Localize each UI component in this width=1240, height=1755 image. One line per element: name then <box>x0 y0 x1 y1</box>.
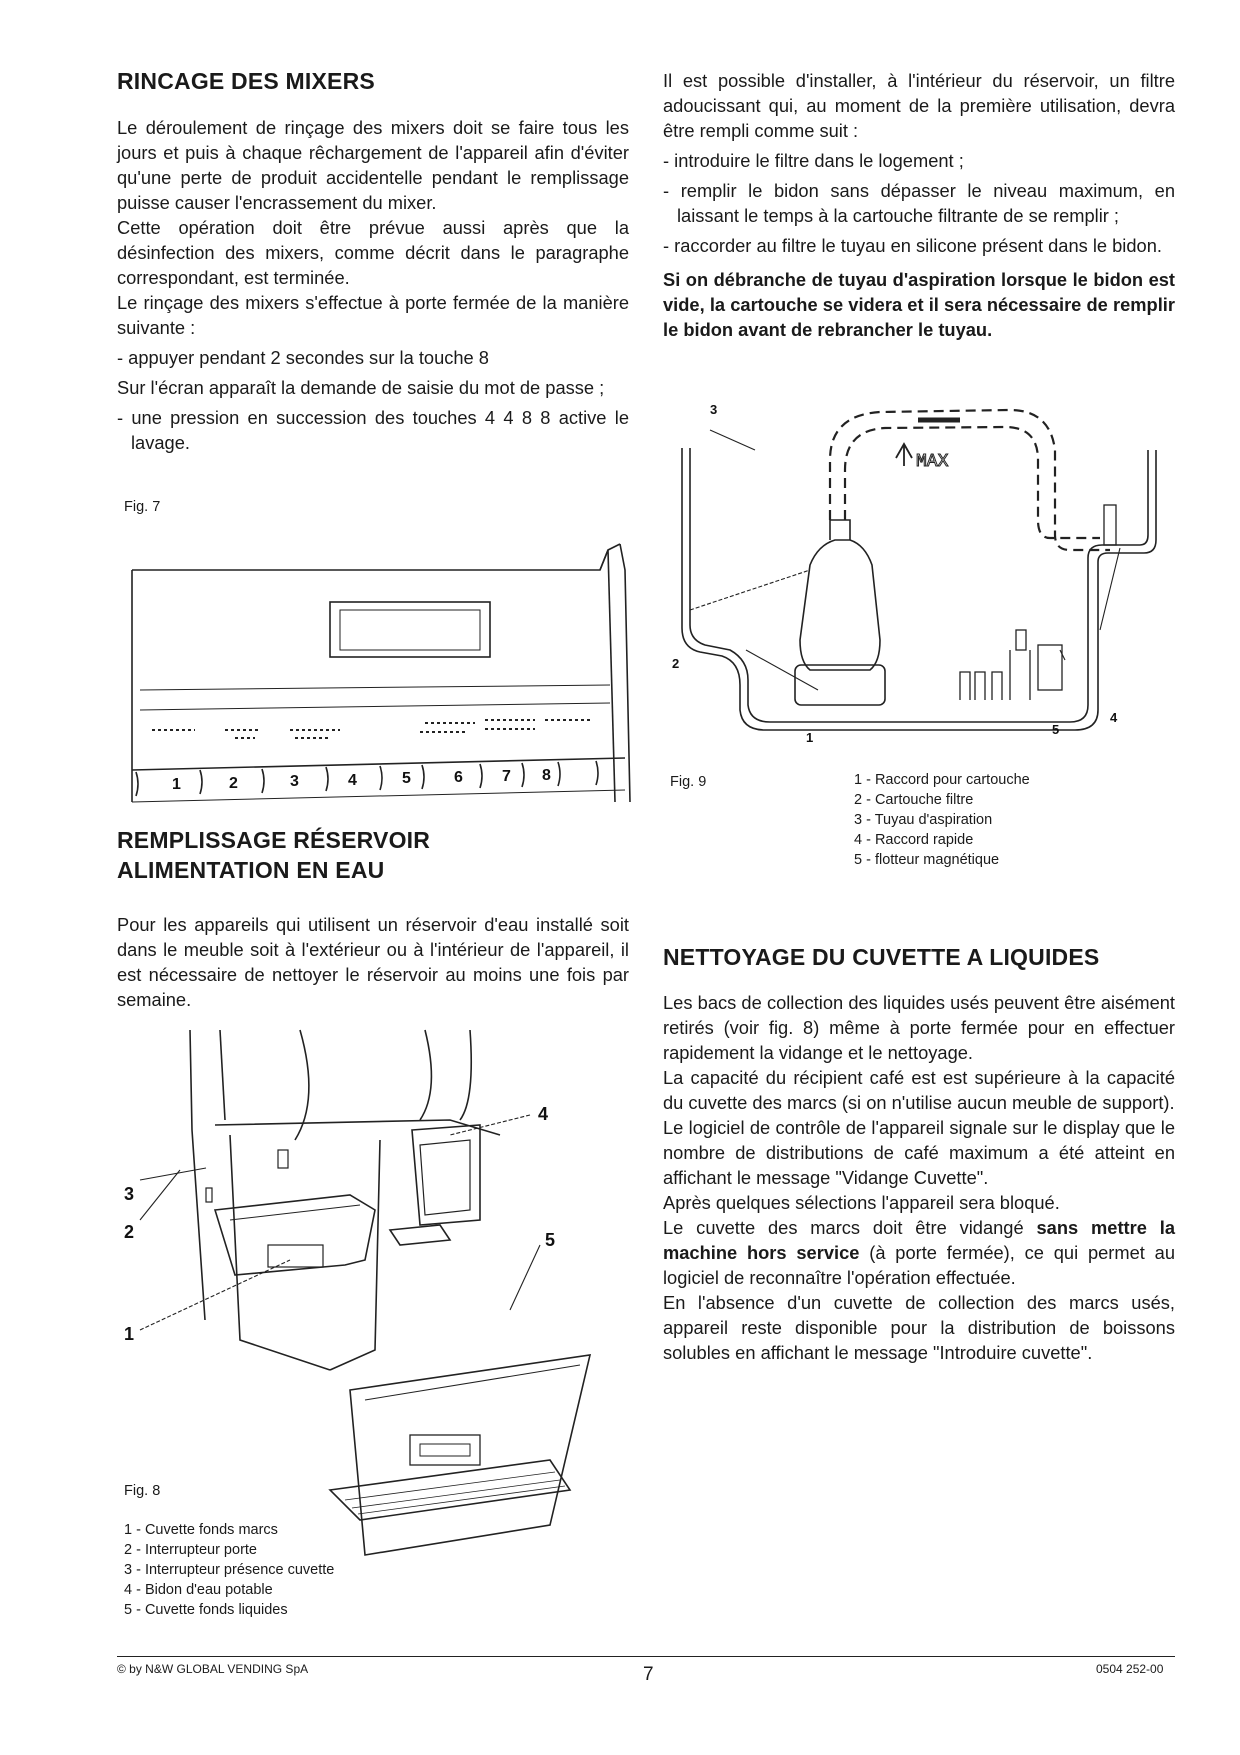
nettoyage-p5-a: Le cuvette des marcs doit être vidangé <box>663 1217 1037 1238</box>
nettoyage-p3: Le logiciel de contrôle de l'appareil signale sur le display que le nombre de distributions de café maximum a été atteint en affichant le message "Vidange Cuvette". <box>663 1117 1175 1188</box>
rincage-text <box>117 115 629 455</box>
fig8-callout-1: 1 <box>124 1324 135 1344</box>
rincage-p5: Sur l'écran apparaît la demande de saisie du mot de passe ; <box>117 377 605 398</box>
fig8-callout-2: 2 <box>124 1222 135 1242</box>
heading-nettoyage: NETTOYAGE DU CUVETTE A LIQUIDES <box>663 944 1100 970</box>
heading-rincage: RINCAGE DES MIXERS <box>117 68 375 94</box>
fig9-callout-3: 3 <box>710 402 718 417</box>
fig7-panel-drawing <box>130 540 640 805</box>
fig9-callout-4: 4 <box>1110 710 1118 725</box>
panel-side-edge <box>620 544 630 802</box>
rincage-p4: - appuyer pendant 2 secondes sur la touche 8 <box>117 347 489 368</box>
cuvette-marcs <box>215 1195 375 1275</box>
remplissage-text <box>117 912 629 1012</box>
fig9-callout-5: 5 <box>1052 722 1060 737</box>
fig8-legend-4: 4 - Bidon d'eau potable <box>124 1582 273 1598</box>
key-4: 4 <box>348 772 357 789</box>
nettoyage-p4: Après quelques sélections l'appareil sera bloqué. <box>663 1192 1060 1213</box>
fig7-label: Fig. 7 <box>124 499 161 515</box>
filter-cartridge <box>800 540 880 670</box>
fig9-legend-4: 4 - Raccord rapide <box>854 832 974 848</box>
fig9-label: Fig. 9 <box>670 774 707 790</box>
nettoyage-p2: La capacité du récipient café est est supérieure à la capacité du cuvette des marcs (si on n'utilise aucun meuble de support). <box>663 1067 1175 1113</box>
nettoyage-p5 <box>663 1215 1175 1290</box>
fig9-legend-2: 2 - Cartouche filtre <box>854 792 974 808</box>
fig9-callout-2: 2 <box>672 656 680 671</box>
filtre-li1: - introduire le filtre dans le logement ; <box>663 150 964 171</box>
machine-left-side <box>190 1030 205 1320</box>
fig8-legend-2: 2 - Interrupteur porte <box>124 1542 257 1558</box>
fig8-callout-5: 5 <box>545 1230 556 1250</box>
fig8-label: Fig. 8 <box>124 1483 161 1499</box>
heading-remplissage-1: REMPLISSAGE RÉSERVOIR <box>117 827 431 853</box>
fig8-callout-4: 4 <box>538 1104 549 1124</box>
tank-outline <box>690 448 1148 722</box>
fig8-callout-3: 3 <box>124 1184 135 1204</box>
fig9-legend-1: 1 - Raccord pour cartouche <box>854 772 1030 788</box>
rincage-p3: Le rinçage des mixers s'effectue à porte fermée de la manière suivante : <box>117 292 629 338</box>
key-5: 5 <box>402 770 411 787</box>
fig9-callout-1: 1 <box>806 730 814 745</box>
remplissage-p1: Pour les appareils qui utilisent un réservoir d'eau installé soit dans le meuble soit à l'extérieur ou à l'intérieur de l'appareil, il est nécessaire de nettoyer le réservoir au moins une fois par semaine. <box>117 914 629 1010</box>
fig8-legend-5: 5 - Cuvette fonds liquides <box>124 1602 288 1618</box>
nettoyage-p1: Les bacs de collection des liquides usés peuvent être aisément retirés (voir fig. 8) même à porte fermée pour en effectuer rapidement la vidange et le nettoyage. <box>663 992 1175 1063</box>
max-arrow-icon <box>896 444 912 466</box>
nettoyage-p6: En l'absence d'un cuvette de collection des marcs usés, appareil reste disponible pour la distribution de boissons solubles en affichant le message "Introduire cuvette". <box>663 1292 1175 1363</box>
rincage-p6: - une pression en succession des touches 4 4 8 8 active le lavage. <box>117 407 629 453</box>
filtre-li3: - raccorder au filtre le tuyau en silicone présent dans le bidon. <box>663 235 1162 256</box>
nettoyage-p5-c: (à porte fermée), ce qui permet au logiciel de reconnaître l'opération effectuée. <box>663 1242 1175 1288</box>
key-1: 1 <box>172 776 181 793</box>
fig9-legend <box>854 770 1030 870</box>
filtre-warning: Si on débranche de tuyau d'aspiration lorsque le bidon est vide, la cartouche se videra et il sera nécessaire de remplir le bidon avant de rebrancher le tuyau. <box>663 269 1175 340</box>
nettoyage-text <box>663 990 1175 1365</box>
fig8-machine-drawing <box>120 1020 640 1510</box>
max-label: MAX <box>916 452 949 472</box>
page-number: 7 <box>643 1664 654 1685</box>
fig9-legend-3: 3 - Tuyau d'aspiration <box>854 812 993 828</box>
key-6: 6 <box>454 769 463 786</box>
heading-remplissage-2: ALIMENTATION EN EAU <box>117 857 385 883</box>
key-7: 7 <box>502 768 511 785</box>
footer-code: 0504 252-00 <box>1096 1662 1164 1676</box>
key-3: 3 <box>290 773 299 790</box>
fig9-tank-drawing <box>670 400 1150 760</box>
fig9-legend-5: 5 - flotteur magnétique <box>854 852 1000 868</box>
footer-copyright: © by N&W GLOBAL VENDING SpA <box>117 1662 309 1676</box>
key-2: 2 <box>229 775 238 792</box>
fig8-legend <box>124 1520 334 1620</box>
key-8: 8 <box>542 767 551 784</box>
nettoyage-p5-bold: sans mettre la machine hors service <box>663 1217 1175 1263</box>
fig8-legend-3: 3 - Interrupteur présence cuvette <box>124 1562 335 1578</box>
rincage-p1: Le déroulement de rinçage des mixers doit se faire tous les jours et puis à chaque rêchargement de l'appareil afin d'éviter qu'une perte de produit accidentelle pendant le remplissage puisse causer l'encrassement du mixer. <box>117 117 629 213</box>
footer-rule <box>117 1656 1175 1657</box>
rincage-p2: Cette opération doit être prévue aussi après que la désinfection des mixers, comme décrit dans le paragraphe correspondant, est terminée. <box>117 217 629 288</box>
panel-top-edge <box>132 550 608 570</box>
fig8-legend-1: 1 - Cuvette fonds marcs <box>124 1522 278 1538</box>
filtre-p1: Il est possible d'installer, à l'intérieur du réservoir, un filtre adoucissant qui, au moment de la première utilisation, devra être rempli comme suit : <box>663 70 1175 141</box>
filtre-text <box>663 68 1175 342</box>
filtre-li2: - remplir le bidon sans dépasser le niveau maximum, en laissant le temps à la cartouche filtrante de se remplir ; <box>663 180 1175 226</box>
